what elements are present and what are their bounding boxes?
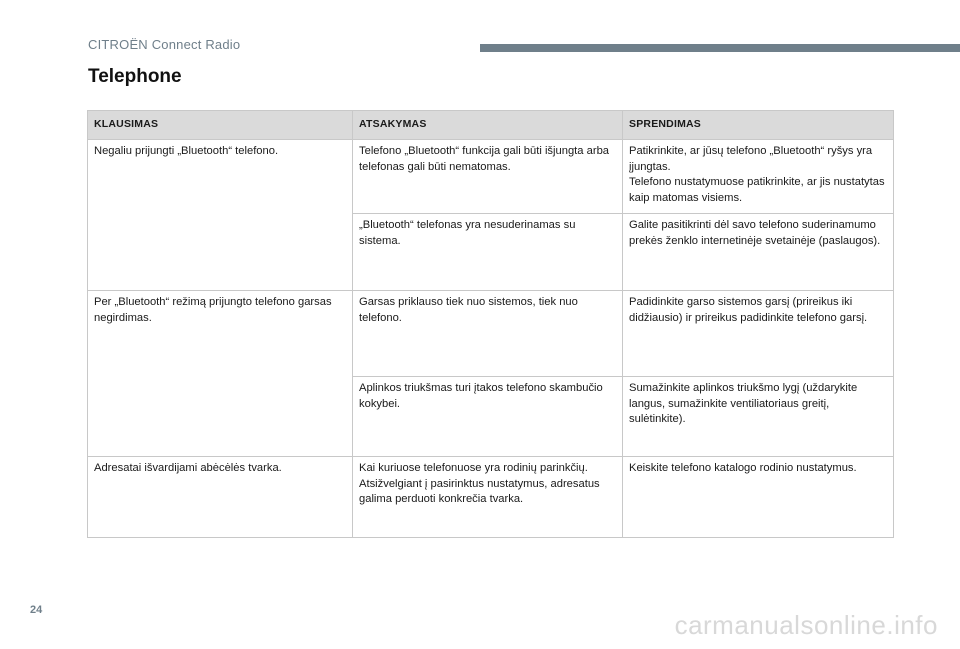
table-row <box>88 457 894 538</box>
page-number: 24 <box>30 604 43 616</box>
answer-cell: Kai kuriuose telefonuose yra rodinių parinkčių. Atsižvelgiant į pasirinktus nustatymus, adresatus galima perduoti konkrečia tvarka. <box>353 457 623 538</box>
question-cell: Adresatai išvardijami abėcėlės tvarka. <box>88 457 353 538</box>
question-cell: Per „Bluetooth“ režimą prijungto telefono garsas negirdimas. <box>88 291 353 457</box>
table-row <box>88 140 894 214</box>
header-divider-bar <box>480 44 960 52</box>
answer-cell: Garsas priklauso tiek nuo sistemos, tiek nuo telefono. <box>353 291 623 377</box>
page-title: Telephone <box>88 66 182 87</box>
answer-cell: Telefono „Bluetooth“ funkcija gali būti išjungta arba telefonas gali būti nematomas. <box>353 140 623 214</box>
column-header-answer: ATSAKYMAS <box>353 111 623 140</box>
solution-cell: Padidinkite garso sistemos garsį (prireikus iki didžiausio) ir prireikus padidinkite telefono garsį. <box>623 291 894 377</box>
table-header-row <box>88 111 894 140</box>
solution-cell: Patikrinkite, ar jūsų telefono „Bluetooth“ ryšys yra įjungtas. Telefono nustatymuose patikrinkite, ar jis nustatytas kaip matomas visiems. <box>623 140 894 214</box>
manual-header-title: CITROËN Connect Radio <box>88 37 241 52</box>
question-cell: Negaliu prijungti „Bluetooth“ telefono. <box>88 140 353 291</box>
table-row <box>88 291 894 377</box>
answer-cell: Aplinkos triukšmas turi įtakos telefono skambučio kokybei. <box>353 377 623 457</box>
troubleshooting-table <box>87 110 894 538</box>
solution-cell: Keiskite telefono katalogo rodinio nustatymus. <box>623 457 894 538</box>
column-header-solution: SPRENDIMAS <box>623 111 894 140</box>
column-header-question: KLAUSIMAS <box>88 111 353 140</box>
site-watermark: carmanualsonline.info <box>674 610 938 640</box>
solution-cell: Sumažinkite aplinkos triukšmo lygį (uždarykite langus, sumažinkite ventiliatoriaus greitį, sulėtinkite). <box>623 377 894 457</box>
answer-cell: „Bluetooth“ telefonas yra nesuderinamas su sistema. <box>353 214 623 291</box>
solution-cell: Galite pasitikrinti dėl savo telefono suderinamumo prekės ženklo internetinėje svetainėje (paslaugos). <box>623 214 894 291</box>
